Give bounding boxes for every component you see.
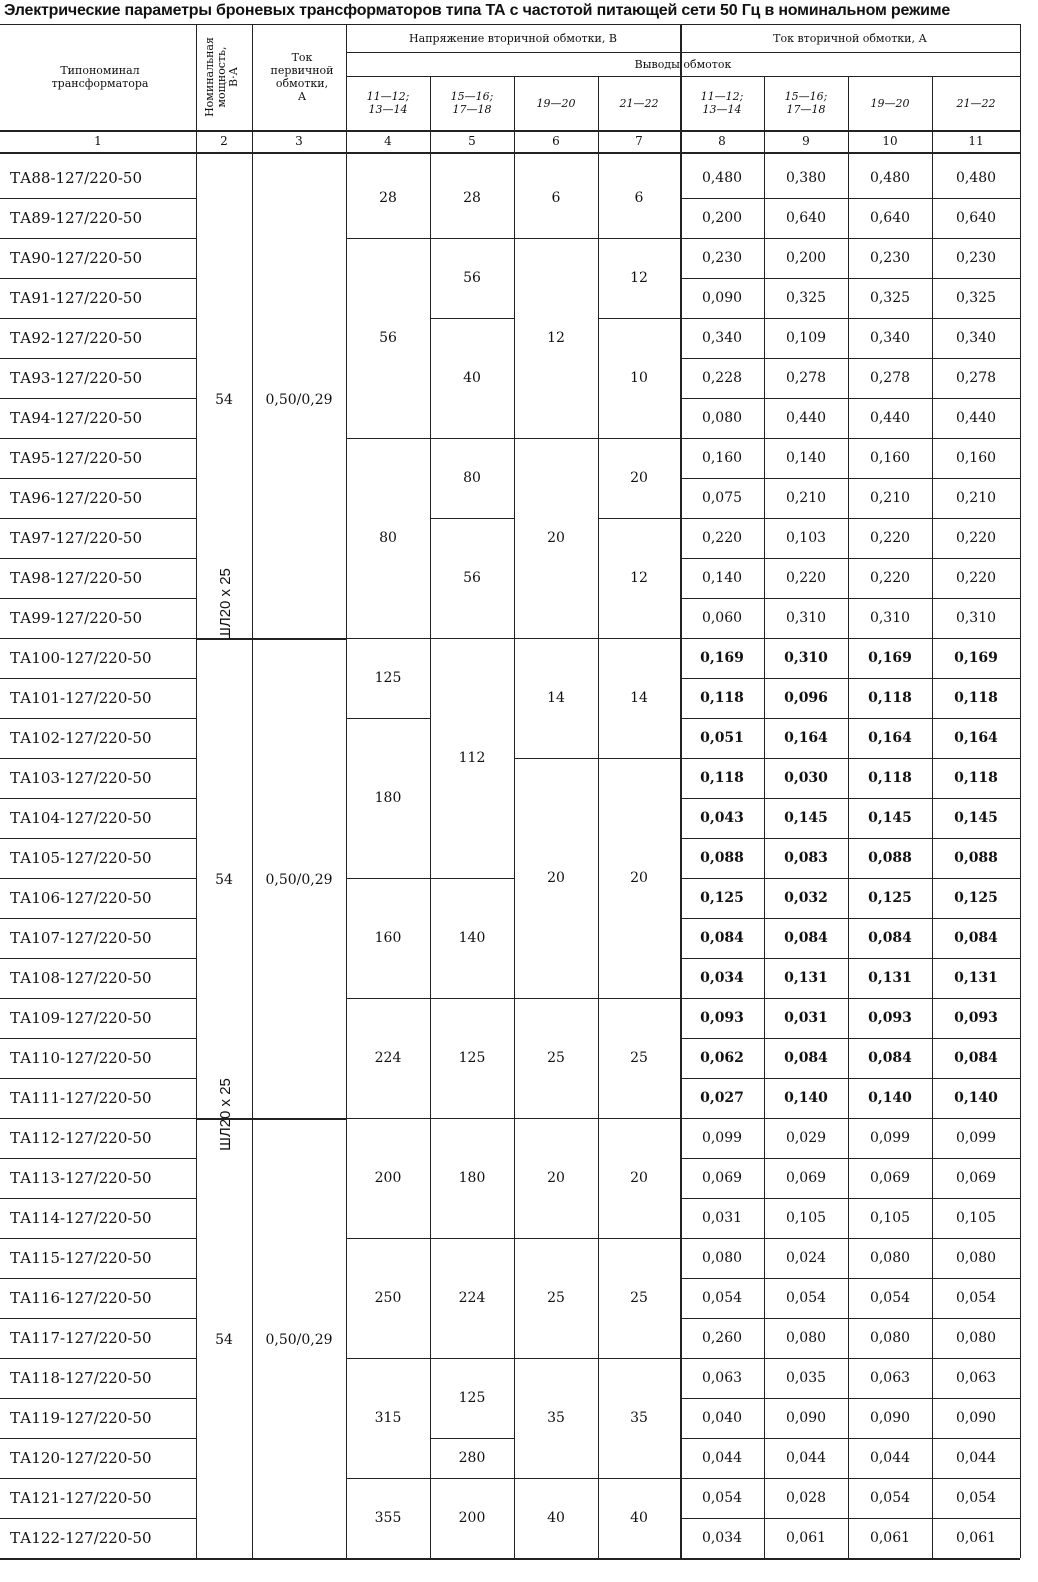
current-cell: 0,028 bbox=[785, 1490, 827, 1506]
current-cell: 0,440 bbox=[785, 410, 827, 426]
group3-power: 54 bbox=[215, 1332, 233, 1348]
current-cell: 0,278 bbox=[785, 370, 827, 386]
current-cell: 0,054 bbox=[701, 1490, 743, 1506]
voltage-c4: 125 bbox=[374, 670, 402, 686]
current-cell: 0,169 bbox=[954, 650, 998, 666]
current-cell: 0,084 bbox=[954, 1050, 998, 1066]
voltage-c6: 14 bbox=[547, 690, 565, 706]
grid-line-v bbox=[196, 24, 197, 1558]
type-name: ТА95-127/220-50 bbox=[10, 449, 142, 467]
voltage-c4: 80 bbox=[379, 530, 397, 546]
voltage-c6: 12 bbox=[547, 330, 565, 346]
voltage-c6: 40 bbox=[547, 1510, 565, 1526]
current-cell: 0,640 bbox=[869, 210, 911, 226]
grid-line-h bbox=[0, 130, 1020, 132]
voltage-c7: 25 bbox=[630, 1050, 648, 1066]
group3-primary-current: 0,50/0,29 bbox=[265, 1332, 333, 1348]
voltage-c6: 25 bbox=[547, 1290, 565, 1306]
current-cell: 0,131 bbox=[784, 970, 828, 986]
grid-line-v bbox=[680, 24, 682, 1558]
type-name: ТА93-127/220-50 bbox=[10, 369, 142, 387]
current-cell: 0,640 bbox=[955, 210, 997, 226]
current-cell: 0,099 bbox=[955, 1130, 997, 1146]
current-cell: 0,210 bbox=[869, 490, 911, 506]
current-cell: 0,325 bbox=[869, 290, 911, 306]
current-cell: 0,061 bbox=[955, 1530, 997, 1546]
grid-line-v bbox=[848, 76, 849, 1558]
colnum-6: 6 bbox=[552, 134, 560, 148]
current-cell: 0,380 bbox=[785, 170, 827, 186]
header-secondary-voltage: Напряжение вторичной обмотки, В bbox=[409, 31, 617, 45]
voltage-c7: 20 bbox=[630, 1170, 648, 1186]
current-cell: 0,228 bbox=[701, 370, 743, 386]
current-cell: 0,220 bbox=[785, 570, 827, 586]
type-name: ТА90-127/220-50 bbox=[10, 249, 142, 267]
voltage-c6: 20 bbox=[547, 1170, 565, 1186]
voltage-c4: 28 bbox=[379, 190, 397, 206]
type-name: ТА107-127/220-50 bbox=[10, 929, 152, 947]
current-cell: 0,090 bbox=[701, 290, 743, 306]
voltage-c7: 20 bbox=[630, 470, 648, 486]
type-name: ТА113-127/220-50 bbox=[10, 1169, 152, 1187]
colnum-2: 2 bbox=[220, 134, 228, 148]
voltage-c5: 125 bbox=[458, 1050, 486, 1066]
voltage-c4: 315 bbox=[374, 1410, 402, 1426]
voltage-c5: 80 bbox=[463, 470, 481, 486]
current-cell: 0,069 bbox=[701, 1170, 743, 1186]
type-name: ТА97-127/220-50 bbox=[10, 529, 142, 547]
current-cell: 0,088 bbox=[700, 850, 744, 866]
current-cell: 0,027 bbox=[700, 1090, 744, 1106]
current-cell: 0,080 bbox=[955, 1250, 997, 1266]
group1-primary-current: 0,50/0,29 bbox=[265, 392, 333, 408]
type-name: ТА115-127/220-50 bbox=[10, 1249, 152, 1267]
type-name: ТА102-127/220-50 bbox=[10, 729, 152, 747]
current-cell: 0,200 bbox=[785, 250, 827, 266]
current-cell: 0,160 bbox=[869, 450, 911, 466]
type-name: ТА118-127/220-50 bbox=[10, 1369, 152, 1387]
current-cell: 0,031 bbox=[701, 1210, 743, 1226]
current-cell: 0,044 bbox=[785, 1450, 827, 1466]
current-cell: 0,051 bbox=[700, 730, 744, 746]
current-cell: 0,044 bbox=[955, 1450, 997, 1466]
current-cell: 0,054 bbox=[955, 1290, 997, 1306]
current-cell: 0,093 bbox=[868, 1010, 912, 1026]
type-name: ТА105-127/220-50 bbox=[10, 849, 152, 867]
voltage-c7: 20 bbox=[630, 870, 648, 886]
current-cell: 0,054 bbox=[955, 1490, 997, 1506]
type-name: ТА92-127/220-50 bbox=[10, 329, 142, 347]
group2-primary-current: 0,50/0,29 bbox=[265, 872, 333, 888]
voltage-c7: 40 bbox=[630, 1510, 648, 1526]
current-cell: 0,125 bbox=[954, 890, 998, 906]
grid-line-v bbox=[764, 76, 765, 1558]
header-t3: 19—20 bbox=[536, 96, 576, 110]
current-cell: 0,093 bbox=[700, 1010, 744, 1026]
header-primary-current: Ток первичной обмотки, А bbox=[270, 51, 334, 103]
header-t8: 21—22 bbox=[956, 96, 996, 110]
current-cell: 0,220 bbox=[955, 570, 997, 586]
current-cell: 0,164 bbox=[784, 730, 828, 746]
current-cell: 0,125 bbox=[868, 890, 912, 906]
current-cell: 0,069 bbox=[785, 1170, 827, 1186]
grid-line-h bbox=[0, 24, 1020, 25]
current-cell: 0,030 bbox=[784, 770, 828, 786]
voltage-c5: 40 bbox=[463, 370, 481, 386]
current-cell: 0,131 bbox=[868, 970, 912, 986]
current-cell: 0,084 bbox=[784, 1050, 828, 1066]
current-cell: 0,210 bbox=[955, 490, 997, 506]
current-cell: 0,220 bbox=[701, 530, 743, 546]
current-cell: 0,080 bbox=[785, 1330, 827, 1346]
group1-power: 54 bbox=[215, 392, 233, 408]
current-cell: 0,044 bbox=[869, 1450, 911, 1466]
colnum-3: 3 bbox=[295, 134, 303, 148]
type-name: ТА110-127/220-50 bbox=[10, 1049, 152, 1067]
grid-line-h bbox=[346, 76, 1020, 77]
current-cell: 0,105 bbox=[869, 1210, 911, 1226]
colnum-4: 4 bbox=[384, 134, 392, 148]
voltage-c6: 25 bbox=[547, 1050, 565, 1066]
colnum-7: 7 bbox=[635, 134, 643, 148]
current-cell: 0,325 bbox=[955, 290, 997, 306]
current-cell: 0,063 bbox=[869, 1370, 911, 1386]
current-cell: 0,118 bbox=[954, 690, 998, 706]
current-cell: 0,044 bbox=[701, 1450, 743, 1466]
current-cell: 0,220 bbox=[869, 530, 911, 546]
voltage-c5: 280 bbox=[458, 1450, 486, 1466]
type-name: ТА114-127/220-50 bbox=[10, 1209, 152, 1227]
current-cell: 0,118 bbox=[700, 770, 744, 786]
voltage-c5: 125 bbox=[458, 1390, 486, 1406]
current-cell: 0,260 bbox=[701, 1330, 743, 1346]
current-cell: 0,088 bbox=[868, 850, 912, 866]
current-cell: 0,160 bbox=[955, 450, 997, 466]
voltage-c4: 180 bbox=[374, 790, 402, 806]
voltage-c7: 12 bbox=[630, 570, 648, 586]
current-cell: 0,099 bbox=[701, 1130, 743, 1146]
voltage-c7: 35 bbox=[630, 1410, 648, 1426]
current-cell: 0,099 bbox=[869, 1130, 911, 1146]
current-cell: 0,090 bbox=[785, 1410, 827, 1426]
current-cell: 0,169 bbox=[868, 650, 912, 666]
current-cell: 0,140 bbox=[868, 1090, 912, 1106]
current-cell: 0,230 bbox=[869, 250, 911, 266]
current-cell: 0,140 bbox=[785, 450, 827, 466]
type-name: ТА108-127/220-50 bbox=[10, 969, 152, 987]
current-cell: 0,118 bbox=[868, 770, 912, 786]
current-cell: 0,035 bbox=[785, 1370, 827, 1386]
group1-core: ШЛ20 х 25 bbox=[216, 567, 234, 641]
current-cell: 0,118 bbox=[954, 770, 998, 786]
voltage-c6: 35 bbox=[547, 1410, 565, 1426]
current-cell: 0,069 bbox=[955, 1170, 997, 1186]
group2-power: 54 bbox=[215, 872, 233, 888]
voltage-c4: 160 bbox=[374, 930, 402, 946]
grid-line-h bbox=[0, 152, 1020, 154]
header-t1: 11—12; 13—14 bbox=[366, 90, 410, 116]
current-cell: 0,080 bbox=[955, 1330, 997, 1346]
current-cell: 0,043 bbox=[700, 810, 744, 826]
current-cell: 0,210 bbox=[785, 490, 827, 506]
grid-line-h bbox=[346, 52, 1020, 53]
current-cell: 0,105 bbox=[955, 1210, 997, 1226]
header-t4: 21—22 bbox=[619, 96, 659, 110]
voltage-c7: 14 bbox=[630, 690, 648, 706]
colnum-8: 8 bbox=[718, 134, 726, 148]
current-cell: 0,103 bbox=[785, 530, 827, 546]
type-name: ТА100-127/220-50 bbox=[10, 649, 152, 667]
voltage-c5: 56 bbox=[463, 270, 481, 286]
voltage-c5: 28 bbox=[463, 190, 481, 206]
grid-line-h bbox=[196, 1118, 346, 1120]
current-cell: 0,084 bbox=[868, 1050, 912, 1066]
current-cell: 0,310 bbox=[784, 650, 828, 666]
type-name: ТА122-127/220-50 bbox=[10, 1529, 152, 1547]
current-cell: 0,220 bbox=[869, 570, 911, 586]
current-cell: 0,080 bbox=[701, 1250, 743, 1266]
current-cell: 0,160 bbox=[701, 450, 743, 466]
current-cell: 0,140 bbox=[954, 1090, 998, 1106]
current-cell: 0,054 bbox=[869, 1490, 911, 1506]
voltage-c5: 200 bbox=[458, 1510, 486, 1526]
current-cell: 0,024 bbox=[785, 1250, 827, 1266]
voltage-c7: 6 bbox=[634, 190, 644, 206]
current-cell: 0,131 bbox=[954, 970, 998, 986]
type-name: ТА88-127/220-50 bbox=[10, 169, 142, 187]
header-t2: 15—16; 17—18 bbox=[450, 90, 494, 116]
current-cell: 0,200 bbox=[701, 210, 743, 226]
current-cell: 0,310 bbox=[785, 610, 827, 626]
current-cell: 0,075 bbox=[701, 490, 743, 506]
voltage-c4: 250 bbox=[374, 1290, 402, 1306]
voltage-c5: 140 bbox=[458, 930, 486, 946]
type-name: ТА112-127/220-50 bbox=[10, 1129, 152, 1147]
voltage-c5: 112 bbox=[458, 750, 486, 766]
current-cell: 0,063 bbox=[955, 1370, 997, 1386]
grid-line-h bbox=[196, 638, 346, 640]
type-name: ТА116-127/220-50 bbox=[10, 1289, 152, 1307]
type-name: ТА99-127/220-50 bbox=[10, 609, 142, 627]
current-cell: 0,105 bbox=[785, 1210, 827, 1226]
current-cell: 0,090 bbox=[955, 1410, 997, 1426]
current-cell: 0,340 bbox=[955, 330, 997, 346]
voltage-c6: 20 bbox=[547, 530, 565, 546]
voltage-c5: 56 bbox=[463, 570, 481, 586]
type-name: ТА104-127/220-50 bbox=[10, 809, 152, 827]
header-terminals: Выводы обмоток bbox=[634, 57, 732, 71]
current-cell: 0,440 bbox=[955, 410, 997, 426]
current-cell: 0,230 bbox=[701, 250, 743, 266]
current-cell: 0,080 bbox=[869, 1250, 911, 1266]
current-cell: 0,060 bbox=[701, 610, 743, 626]
current-cell: 0,340 bbox=[869, 330, 911, 346]
current-cell: 0,084 bbox=[954, 930, 998, 946]
type-name: ТА98-127/220-50 bbox=[10, 569, 142, 587]
type-name: ТА120-127/220-50 bbox=[10, 1449, 152, 1467]
current-cell: 0,145 bbox=[784, 810, 828, 826]
type-name: ТА117-127/220-50 bbox=[10, 1329, 152, 1347]
voltage-c5: 180 bbox=[458, 1170, 486, 1186]
current-cell: 0,480 bbox=[701, 170, 743, 186]
grid-line-v bbox=[252, 24, 253, 1558]
colnum-10: 10 bbox=[882, 134, 898, 148]
current-cell: 0,029 bbox=[785, 1130, 827, 1146]
current-cell: 0,088 bbox=[954, 850, 998, 866]
voltage-c7: 25 bbox=[630, 1290, 648, 1306]
current-cell: 0,040 bbox=[701, 1410, 743, 1426]
current-cell: 0,080 bbox=[869, 1330, 911, 1346]
voltage-c7: 10 bbox=[630, 370, 648, 386]
type-name: ТА89-127/220-50 bbox=[10, 209, 142, 227]
voltage-c6: 20 bbox=[547, 870, 565, 886]
current-cell: 0,145 bbox=[954, 810, 998, 826]
current-cell: 0,080 bbox=[701, 410, 743, 426]
current-cell: 0,054 bbox=[869, 1290, 911, 1306]
current-cell: 0,125 bbox=[700, 890, 744, 906]
current-cell: 0,061 bbox=[785, 1530, 827, 1546]
current-cell: 0,230 bbox=[955, 250, 997, 266]
grid-line-h bbox=[0, 1558, 1020, 1560]
current-cell: 0,061 bbox=[869, 1530, 911, 1546]
current-cell: 0,325 bbox=[785, 290, 827, 306]
current-cell: 0,480 bbox=[869, 170, 911, 186]
current-cell: 0,096 bbox=[784, 690, 828, 706]
voltage-c4: 355 bbox=[374, 1510, 402, 1526]
header-secondary-current: Ток вторичной обмотки, А bbox=[773, 31, 927, 45]
current-cell: 0,054 bbox=[701, 1290, 743, 1306]
current-cell: 0,278 bbox=[869, 370, 911, 386]
group2-core: ШЛ20 х 25 bbox=[216, 1077, 234, 1151]
grid-line-v bbox=[1020, 24, 1021, 1558]
current-cell: 0,118 bbox=[868, 690, 912, 706]
type-name: ТА111-127/220-50 bbox=[10, 1089, 152, 1107]
parameters-table bbox=[0, 24, 1038, 1582]
current-cell: 0,109 bbox=[785, 330, 827, 346]
voltage-c5: 224 bbox=[458, 1290, 486, 1306]
voltage-c4: 56 bbox=[379, 330, 397, 346]
type-name: ТА109-127/220-50 bbox=[10, 1009, 152, 1027]
header-t7: 19—20 bbox=[870, 96, 910, 110]
current-cell: 0,084 bbox=[700, 930, 744, 946]
grid-line-v bbox=[430, 76, 431, 1558]
type-name: ТА119-127/220-50 bbox=[10, 1409, 152, 1427]
current-cell: 0,062 bbox=[700, 1050, 744, 1066]
current-cell: 0,093 bbox=[954, 1010, 998, 1026]
type-name: ТА96-127/220-50 bbox=[10, 489, 142, 507]
current-cell: 0,480 bbox=[955, 170, 997, 186]
type-name: ТА91-127/220-50 bbox=[10, 289, 142, 307]
current-cell: 0,034 bbox=[700, 970, 744, 986]
type-name: ТА121-127/220-50 bbox=[10, 1489, 152, 1507]
voltage-c6: 6 bbox=[551, 190, 561, 206]
grid-line-v bbox=[346, 24, 347, 1558]
current-cell: 0,084 bbox=[868, 930, 912, 946]
current-cell: 0,278 bbox=[955, 370, 997, 386]
current-cell: 0,032 bbox=[784, 890, 828, 906]
type-name: ТА94-127/220-50 bbox=[10, 409, 142, 427]
current-cell: 0,118 bbox=[700, 690, 744, 706]
grid-line-v bbox=[514, 76, 515, 1558]
type-name: ТА101-127/220-50 bbox=[10, 689, 152, 707]
header-type: Типономинал трансформатора bbox=[51, 64, 149, 90]
header-power: Номинальная мощность, В·А bbox=[203, 37, 240, 117]
current-cell: 0,145 bbox=[868, 810, 912, 826]
current-cell: 0,310 bbox=[869, 610, 911, 626]
colnum-11: 11 bbox=[968, 134, 984, 148]
current-cell: 0,069 bbox=[869, 1170, 911, 1186]
grid-line-v bbox=[932, 76, 933, 1558]
colnum-1: 1 bbox=[94, 134, 102, 148]
current-cell: 0,140 bbox=[701, 570, 743, 586]
page-title: Электрические параметры броневых трансформаторов типа ТА с частотой питающей сети 50 Гц в номинальном режиме bbox=[4, 2, 951, 19]
current-cell: 0,340 bbox=[701, 330, 743, 346]
current-cell: 0,440 bbox=[869, 410, 911, 426]
grid-line-v bbox=[598, 76, 599, 1558]
current-cell: 0,164 bbox=[868, 730, 912, 746]
colnum-5: 5 bbox=[468, 134, 476, 148]
current-cell: 0,640 bbox=[785, 210, 827, 226]
current-cell: 0,083 bbox=[784, 850, 828, 866]
voltage-c4: 200 bbox=[374, 1170, 402, 1186]
colnum-9: 9 bbox=[802, 134, 810, 148]
current-cell: 0,310 bbox=[955, 610, 997, 626]
header-t6: 15—16; 17—18 bbox=[784, 90, 828, 116]
current-cell: 0,140 bbox=[784, 1090, 828, 1106]
current-cell: 0,220 bbox=[955, 530, 997, 546]
header-t5: 11—12; 13—14 bbox=[700, 90, 744, 116]
current-cell: 0,031 bbox=[784, 1010, 828, 1026]
current-cell: 0,090 bbox=[869, 1410, 911, 1426]
current-cell: 0,063 bbox=[701, 1370, 743, 1386]
type-name: ТА103-127/220-50 bbox=[10, 769, 152, 787]
current-cell: 0,054 bbox=[785, 1290, 827, 1306]
voltage-c7: 12 bbox=[630, 270, 648, 286]
current-cell: 0,164 bbox=[954, 730, 998, 746]
current-cell: 0,034 bbox=[701, 1530, 743, 1546]
current-cell: 0,084 bbox=[784, 930, 828, 946]
type-name: ТА106-127/220-50 bbox=[10, 889, 152, 907]
current-cell: 0,169 bbox=[700, 650, 744, 666]
voltage-c4: 224 bbox=[374, 1050, 402, 1066]
